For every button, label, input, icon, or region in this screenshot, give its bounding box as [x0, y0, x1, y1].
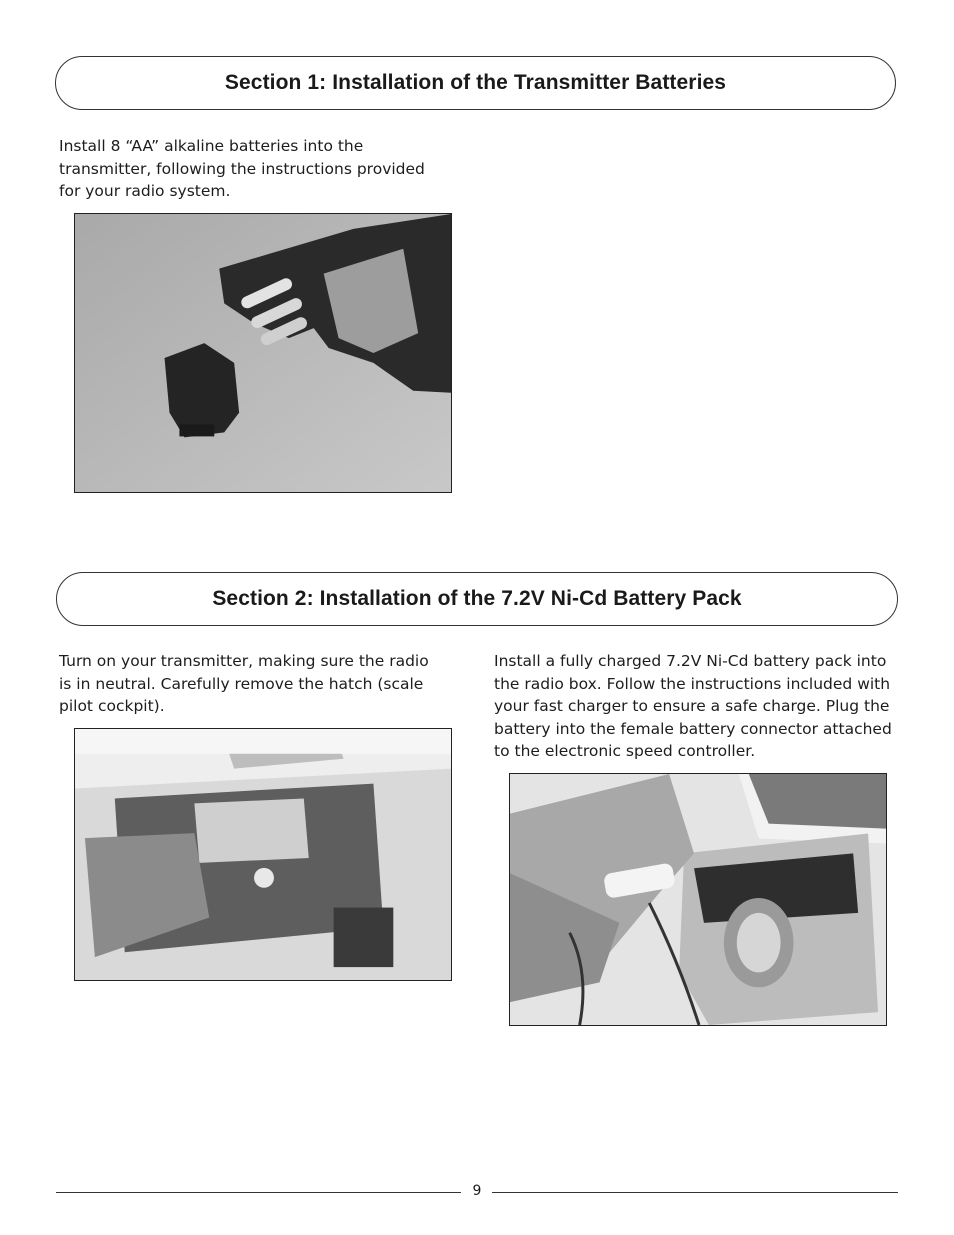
page-number: 9: [472, 1183, 482, 1199]
section-2-right-instructions: Install a fully charged 7.2V Ni-Cd battery pack into the radio box. Follow the instructions included with your fast charger to ensure a safe charge. Plug the battery into the female battery connector attached to the electronic speed controller.: [494, 652, 892, 760]
section-2-header: [56, 572, 898, 626]
transmitter-batteries-photo: [74, 213, 452, 493]
section-1-title: Section 1: Installation of the Transmitter Batteries: [224, 71, 727, 94]
footer-rule-right: [492, 1192, 898, 1193]
footer-rule-left: [56, 1192, 461, 1193]
section-1-instructions: Install 8 “AA” alkaline batteries into the transmitter, following the instructions provided for your radio system.: [59, 137, 425, 200]
battery-connector-photo: [509, 773, 887, 1026]
section-2-left-instructions: Turn on your transmitter, making sure the radio is in neutral. Carefully remove the hatch (scale pilot cockpit).: [59, 652, 429, 715]
remove-hatch-photo: [74, 728, 452, 981]
section-2-title: Section 2: Installation of the 7.2V Ni-Cd Battery Pack: [212, 587, 742, 610]
section-1-header: [55, 56, 896, 110]
